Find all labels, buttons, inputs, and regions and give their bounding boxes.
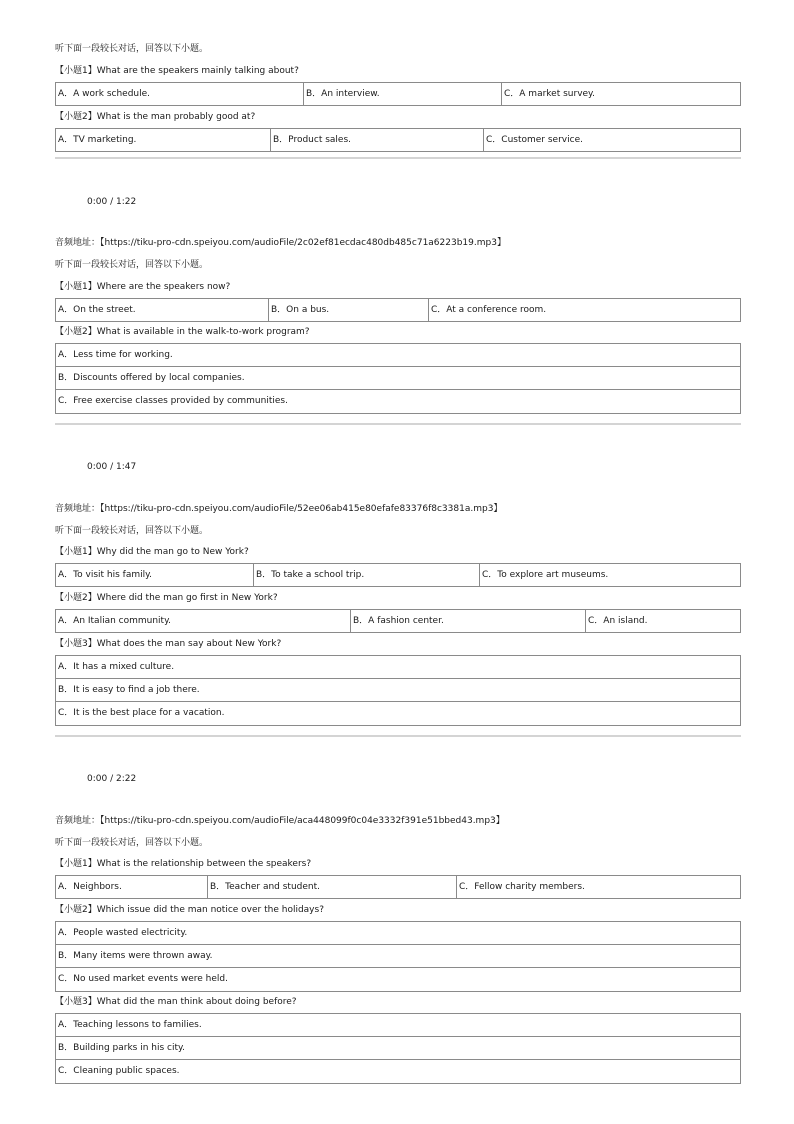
option-row <box>55 390 741 414</box>
options-row <box>55 875 741 899</box>
option-c[interactable]: C．To explore art museums. <box>479 564 740 586</box>
option-row <box>55 343 741 367</box>
question-stem: 【小题1】What is the relationship between the speakers? <box>55 859 312 869</box>
option-a[interactable]: A．On the street. <box>58 305 136 315</box>
option-b[interactable]: B．Teacher and student. <box>207 876 456 898</box>
option-a[interactable]: A．It has a mixed culture. <box>58 662 175 672</box>
option-c[interactable]: C．Fellow charity members. <box>456 876 740 898</box>
audio-player-time[interactable]: 0:00 / 2:22 <box>87 774 137 784</box>
option-b[interactable]: B．Discounts offered by local companies. <box>58 373 245 383</box>
section-divider <box>55 157 741 159</box>
audio-url: 音频地址：【https://tiku-pro-cdn.speiyou.com/audioFile/52ee06ab415e80efafe83376f8c3381a.mp3】 <box>55 504 503 514</box>
option-a[interactable]: A．Teaching lessons to families. <box>58 1020 202 1030</box>
option-b[interactable]: B．Product sales. <box>270 129 483 151</box>
option-b[interactable]: B．An interview. <box>303 83 501 105</box>
option-a[interactable]: A．To visit his family. <box>58 570 153 580</box>
option-row <box>55 367 741 390</box>
option-row <box>55 968 741 992</box>
options-row <box>55 82 741 106</box>
options-row <box>55 563 741 587</box>
options-row <box>55 609 741 633</box>
option-a[interactable]: A．Neighbors. <box>58 882 122 892</box>
option-row <box>55 945 741 968</box>
option-c[interactable]: C．A market survey. <box>501 83 740 105</box>
option-row <box>55 1060 741 1084</box>
section-divider <box>55 735 741 737</box>
option-row <box>55 1037 741 1060</box>
section-instruction: 听下面一段较长对话，回答以下小题。 <box>55 526 209 536</box>
audio-player-time[interactable]: 0:00 / 1:47 <box>87 462 137 472</box>
audio-player-time[interactable]: 0:00 / 1:22 <box>87 197 137 207</box>
question-stem: 【小题1】Why did the man go to New York? <box>55 547 249 557</box>
option-a[interactable]: A．A work schedule. <box>58 89 151 99</box>
section-instruction: 听下面一段较长对话，回答以下小题。 <box>55 838 209 848</box>
option-b[interactable]: B．It is easy to find a job there. <box>58 685 200 695</box>
option-c[interactable]: C．An island. <box>585 610 740 632</box>
option-c[interactable]: C．Cleaning public spaces. <box>58 1066 180 1076</box>
option-a[interactable]: A．Less time for working. <box>58 350 173 360</box>
option-b[interactable]: B．Many items were thrown away. <box>58 951 213 961</box>
option-b[interactable]: B．On a bus. <box>268 299 428 321</box>
option-a[interactable]: A．People wasted electricity. <box>58 928 188 938</box>
question-stem: 【小题3】What did the man think about doing before? <box>55 997 297 1007</box>
option-b[interactable]: B．A fashion center. <box>350 610 585 632</box>
option-b[interactable]: B．Building parks in his city. <box>58 1043 185 1053</box>
options-row <box>55 298 741 322</box>
question-stem: 【小题1】What are the speakers mainly talking about? <box>55 66 299 76</box>
option-c[interactable]: C．At a conference room. <box>428 299 740 321</box>
option-row <box>55 679 741 702</box>
option-b[interactable]: B．To take a school trip. <box>253 564 479 586</box>
option-a[interactable]: A．An Italian community. <box>58 616 171 626</box>
option-c[interactable]: C．Customer service. <box>483 129 740 151</box>
question-stem: 【小题1】Where are the speakers now? <box>55 282 231 292</box>
question-stem: 【小题2】What is the man probably good at? <box>55 112 256 122</box>
option-c[interactable]: C．No used market events were held. <box>58 974 228 984</box>
option-row <box>55 1013 741 1037</box>
section-divider <box>55 423 741 425</box>
question-stem: 【小题2】Where did the man go first in New York? <box>55 593 278 603</box>
question-stem: 【小题3】What does the man say about New York? <box>55 639 282 649</box>
options-row <box>55 128 741 152</box>
audio-url: 音频地址：【https://tiku-pro-cdn.speiyou.com/audioFile/aca448099f0c04e3332f391e51bbed43.mp3】 <box>55 816 505 826</box>
section-instruction: 听下面一段较长对话，回答以下小题。 <box>55 44 209 54</box>
option-row <box>55 655 741 679</box>
question-stem: 【小题2】Which issue did the man notice over the holidays? <box>55 905 324 915</box>
question-stem: 【小题2】What is available in the walk-to-work program? <box>55 327 310 337</box>
option-a[interactable]: A．TV marketing. <box>58 135 137 145</box>
option-c[interactable]: C．Free exercise classes provided by communities. <box>58 396 288 406</box>
option-row <box>55 702 741 726</box>
option-row <box>55 921 741 945</box>
audio-url: 音频地址：【https://tiku-pro-cdn.speiyou.com/audioFile/2c02ef81ecdac480db485c71a6223b19.mp3】 <box>55 238 506 248</box>
section-instruction: 听下面一段较长对话，回答以下小题。 <box>55 260 209 270</box>
option-c[interactable]: C．It is the best place for a vacation. <box>58 708 225 718</box>
